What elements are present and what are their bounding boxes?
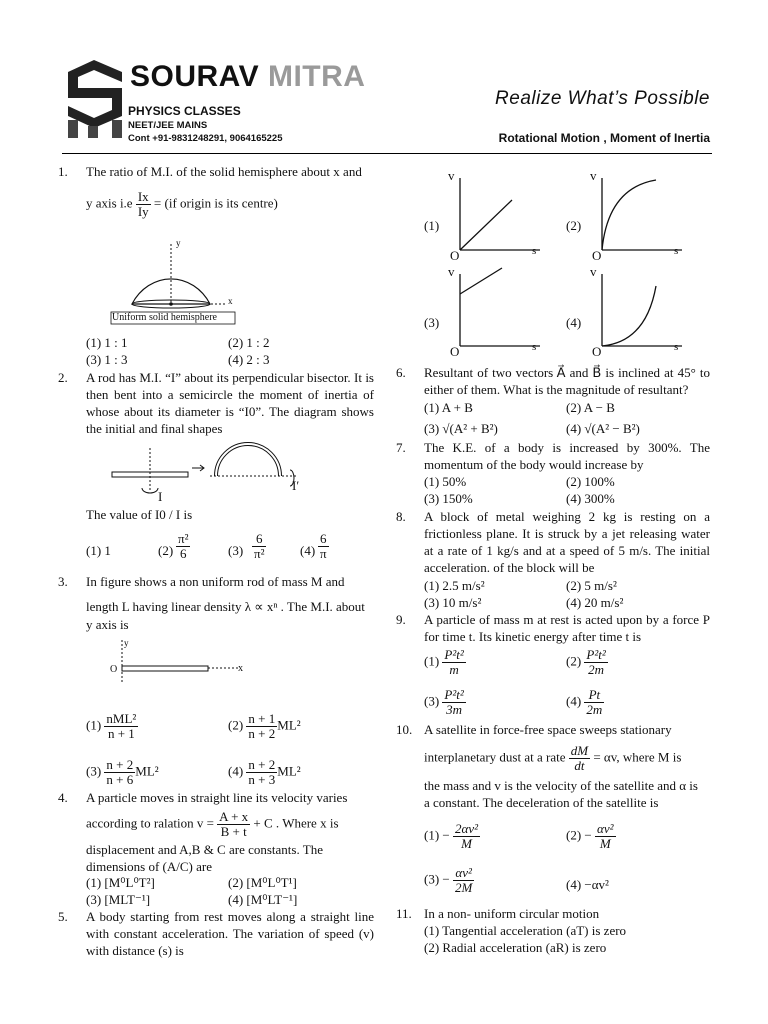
header-divider	[62, 153, 712, 154]
denominator: 2M	[455, 880, 473, 895]
denominator: n + 3	[248, 772, 276, 787]
axis-v-label: v	[590, 168, 597, 183]
question-6	[396, 364, 710, 398]
fraction	[136, 190, 151, 219]
text-fragment: = (if origin is its centre)	[153, 195, 278, 211]
origin-label: O	[450, 248, 460, 263]
option-3-fraction	[252, 532, 266, 561]
question-1	[58, 163, 374, 180]
option-2[interactable]: (2) 5 m/s²	[566, 578, 617, 593]
numerator: A + x	[219, 809, 249, 824]
fraction	[442, 688, 465, 717]
option-4[interactable]	[228, 758, 301, 787]
graph-label-4[interactable]: (4)	[566, 315, 582, 330]
question-3	[58, 573, 374, 590]
numerator: 2αv²	[455, 821, 478, 836]
axis-x-label: x	[238, 663, 243, 674]
question-number: 11.	[396, 906, 412, 921]
text-fragment: y axis i.e	[86, 195, 133, 211]
axis-x-label: x	[228, 296, 233, 306]
brand-logo	[64, 58, 126, 140]
option-4[interactable]	[566, 688, 604, 717]
option-4[interactable]: (4) 2 : 3	[228, 352, 270, 367]
text-fragment: according to ralation v =	[86, 815, 214, 831]
option-label: (1)	[424, 653, 440, 669]
option-2[interactable]: (2) 100%	[566, 474, 615, 489]
option-1[interactable]: (1) 1 : 1	[86, 335, 128, 350]
question-1-line2	[86, 190, 374, 219]
fraction	[104, 758, 135, 787]
denominator: n + 6	[106, 772, 134, 787]
speed-distance-graphs	[440, 168, 700, 364]
question-3-line3: y axis is	[86, 617, 129, 632]
axis-s-label: s	[674, 245, 679, 257]
question-4-line2	[86, 810, 374, 839]
question-text: A rod has M.I. “I” about its perpendicular bisector. It is then bent into a semicircle the moment of inertia of whose about its diameter is “I0”. The diagram shows the initial and final shapes	[86, 370, 374, 436]
question-number: 3.	[58, 574, 68, 589]
fraction	[569, 744, 590, 773]
option-4[interactable]: (4) −αv²	[566, 877, 609, 892]
diagram-caption: Uniform solid hemisphere	[112, 312, 217, 323]
option-label: (3)	[228, 543, 244, 558]
option-label: (3)	[86, 763, 102, 779]
question-10-line4: a constant. The deceleration of the satellite is	[424, 795, 659, 810]
option-2[interactable]	[566, 648, 608, 677]
denominator: Iy	[137, 204, 149, 219]
origin-label: O	[450, 344, 460, 359]
denominator: m	[449, 662, 459, 677]
option-2[interactable]: (2) [M⁰L⁰T¹]	[228, 875, 297, 890]
text-fragment: interplanetary dust at a rate	[424, 749, 566, 765]
denominator: 2m	[586, 702, 603, 717]
question-9	[396, 611, 710, 645]
question-10-line2	[424, 744, 710, 773]
option-3[interactable]	[424, 866, 474, 895]
option-3[interactable]	[424, 688, 466, 717]
question-number: 6.	[396, 365, 406, 380]
option-label: (3)	[424, 693, 440, 709]
fraction	[584, 648, 607, 677]
question-number: 4.	[58, 790, 68, 805]
question-4	[58, 789, 374, 806]
fraction	[595, 822, 616, 851]
text-fragment: = αv, where M is	[593, 749, 682, 765]
option-2[interactable]	[228, 712, 301, 741]
option-1[interactable]: (1) A + B	[424, 400, 473, 415]
question-text: The ratio of M.I. of the solid hemisphere about x and	[86, 164, 362, 179]
question-text: A particle moves in straight line its velocity varies	[86, 790, 348, 805]
option-4-fraction	[318, 532, 329, 561]
option-3[interactable]	[86, 758, 159, 787]
axis-v-label: v	[448, 168, 455, 183]
fraction	[442, 648, 465, 677]
axis-s-label: s	[532, 341, 537, 353]
question-4-line4: dimensions of (A/C) are	[86, 859, 213, 874]
option-3[interactable]: (3) [MLT⁻¹]	[86, 892, 151, 907]
rod-diagram	[108, 440, 308, 502]
exam-label: NEET/JEE MAINS	[128, 120, 208, 131]
graph-label-1[interactable]: (1)	[424, 218, 440, 233]
tagline: Realize What’s Possible	[495, 88, 710, 109]
question-text: A particle of mass m at rest is acted upon by a force P for time t. Its kinetic energy after time t is	[424, 612, 710, 644]
origin-label: O	[592, 344, 602, 359]
question-text: A satellite in force-free space sweeps stationary	[424, 722, 672, 737]
option-1[interactable]	[424, 648, 466, 677]
fraction	[453, 866, 474, 895]
classes-label: PHYSICS CLASSES	[128, 104, 241, 118]
option-4[interactable]: (4) 20 m/s²	[566, 595, 624, 610]
fraction	[453, 822, 480, 851]
option-label: (4)	[566, 693, 582, 709]
axis-y-label: y	[124, 638, 129, 648]
axis-y-label: y	[176, 238, 181, 248]
question-5	[58, 908, 374, 959]
option-label: (2)	[158, 543, 174, 558]
question-number: 7.	[396, 440, 406, 455]
option-label: (2) −	[566, 827, 592, 843]
option-2[interactable]: (2) A − B	[566, 400, 615, 415]
question-text: In figure shows a non uniform rod of mass M and	[86, 574, 345, 589]
denominator: M	[461, 836, 472, 851]
option-4[interactable]	[300, 542, 315, 559]
option-label: (2)	[566, 653, 582, 669]
question-text: In a non- uniform circular motion	[424, 906, 600, 921]
brand-first: SOURAV	[130, 60, 260, 93]
option-1[interactable]	[424, 822, 480, 851]
option-4[interactable]: (4) [M⁰LT⁻¹]	[228, 892, 298, 907]
origin-label: O	[110, 664, 118, 675]
fraction	[104, 712, 138, 741]
option-label: (4)	[300, 543, 316, 558]
option-label: (3) −	[424, 871, 450, 887]
option-2[interactable]	[566, 822, 616, 851]
numerator: dM	[570, 743, 589, 758]
option-2-fraction	[176, 532, 190, 561]
question-10	[396, 721, 710, 738]
option-label: (1) −	[424, 827, 450, 843]
question-2	[58, 369, 374, 437]
option-3[interactable]: (3) 150%	[424, 491, 473, 506]
text-fragment: + C . Where x is	[253, 815, 339, 831]
question-8	[396, 508, 710, 576]
denominator: n + 2	[248, 726, 276, 741]
numerator: π²	[178, 531, 189, 546]
axis-s-label: s	[674, 341, 679, 353]
denominator: π²	[254, 546, 265, 561]
suffix: ML²	[135, 763, 159, 779]
denominator: M	[599, 836, 611, 851]
label-i: I	[158, 489, 163, 504]
option-2[interactable]: (2) 1 : 2	[228, 335, 270, 350]
question-11	[396, 905, 710, 922]
option-label: (1)	[86, 717, 102, 733]
denominator: B + t	[220, 824, 247, 839]
option-1[interactable]: (1) 1	[86, 543, 111, 558]
denominator: n + 1	[107, 726, 135, 741]
brand-second: MITRA	[267, 60, 366, 93]
option-1[interactable]: (1) Tangential acceleration (aT) is zero	[424, 923, 627, 938]
option-1[interactable]: (1) 2.5 m/s²	[424, 578, 485, 593]
numerator: P²t²	[444, 647, 464, 662]
suffix: ML²	[277, 763, 301, 779]
option-3[interactable]: (3) √(A² + B²)	[424, 421, 498, 436]
brand-name	[130, 60, 365, 94]
option-1[interactable]: (1) [M⁰L⁰T²]	[86, 875, 155, 890]
origin-label: O	[592, 248, 602, 263]
question-number: 1.	[58, 164, 68, 179]
fraction	[246, 758, 277, 787]
numerator: Pt	[584, 688, 604, 703]
denominator: 6	[176, 546, 190, 561]
topic-title: Rotational Motion , Moment of Inertia	[498, 131, 710, 145]
numerator: 6	[320, 531, 327, 546]
numerator: P²t²	[444, 687, 464, 702]
option-4[interactable]: (4) √(A² − B²)	[566, 421, 640, 436]
denominator: π	[320, 546, 327, 561]
numerator: n + 2	[248, 757, 276, 772]
numerator: 6	[255, 531, 263, 546]
numerator: αv²	[597, 821, 614, 836]
question-text: A block of metal weighing 2 kg is resting on a frictionless plane. It is struck by a jet releasing water at a rate of 1 kg/s and at a speed of 5 m/s. The initial acceleration. of the block will be	[424, 509, 710, 575]
suffix: ML²	[277, 717, 301, 733]
question-text: The K.E. of a body is increased by 300%. The momentum of the body would increase by	[424, 440, 710, 472]
question-number: 9.	[396, 612, 406, 627]
option-label: (2)	[228, 717, 244, 733]
fraction	[217, 810, 250, 839]
numerator: n + 2	[106, 757, 134, 772]
fraction	[246, 712, 277, 741]
question-text: A body starting from rest moves along a straight line with constant acceleration. The variation of speed (v) with distance (s) is	[86, 909, 374, 958]
axis-v-label: v	[448, 264, 455, 279]
question-10-line3: the mass and v is the velocity of the satellite and α is	[424, 778, 698, 793]
question-number: 5.	[58, 909, 68, 924]
fraction	[584, 688, 604, 717]
denominator: 2m	[588, 662, 605, 677]
axis-v-label: v	[590, 264, 597, 279]
numerator: Ix	[137, 189, 149, 204]
numerator: n + 1	[248, 711, 276, 726]
numerator: nML²	[106, 711, 137, 726]
option-4[interactable]: (4) 300%	[566, 491, 615, 506]
question-2-ratio: The value of I0 / I is	[86, 507, 193, 522]
contact-label: Cont +91-9831248291, 9064165225	[128, 133, 283, 144]
option-2[interactable]: (2) Radial acceleration (aR) is zero	[424, 940, 607, 955]
option-1[interactable]: (1) 50%	[424, 474, 467, 489]
option-3[interactable]: (3) 10 m/s²	[424, 595, 482, 610]
option-3[interactable]: (3) 1 : 3	[86, 352, 128, 367]
option-label: (4)	[228, 763, 244, 779]
graph-label-2[interactable]: (2)	[566, 218, 582, 233]
numerator: αv²	[453, 866, 474, 881]
numerator: P²t²	[586, 647, 606, 662]
question-number: 8.	[396, 509, 406, 524]
question-7	[396, 439, 710, 473]
label-i-prime: I′	[292, 478, 300, 493]
denominator: dt	[574, 758, 585, 773]
question-text: Resultant of two vectors A⃗ and B⃗ is inclined at 45° to either of them. What is the magnitude of resultant?	[424, 365, 710, 397]
option-2[interactable]	[158, 542, 173, 559]
question-3-line2: length L having linear density λ ∝ xⁿ . The M.I. about	[86, 599, 365, 614]
axis-s-label: s	[532, 245, 537, 257]
nonuniform-rod-diagram	[112, 636, 252, 686]
option-1[interactable]	[86, 712, 138, 741]
option-3[interactable]	[228, 542, 243, 559]
denominator: 3m	[446, 702, 463, 717]
question-number: 2.	[58, 370, 68, 385]
question-4-line3: displacement and A,B & C are constants. The	[86, 842, 323, 857]
question-number: 10.	[396, 722, 413, 737]
graph-label-3[interactable]: (3)	[424, 315, 440, 330]
